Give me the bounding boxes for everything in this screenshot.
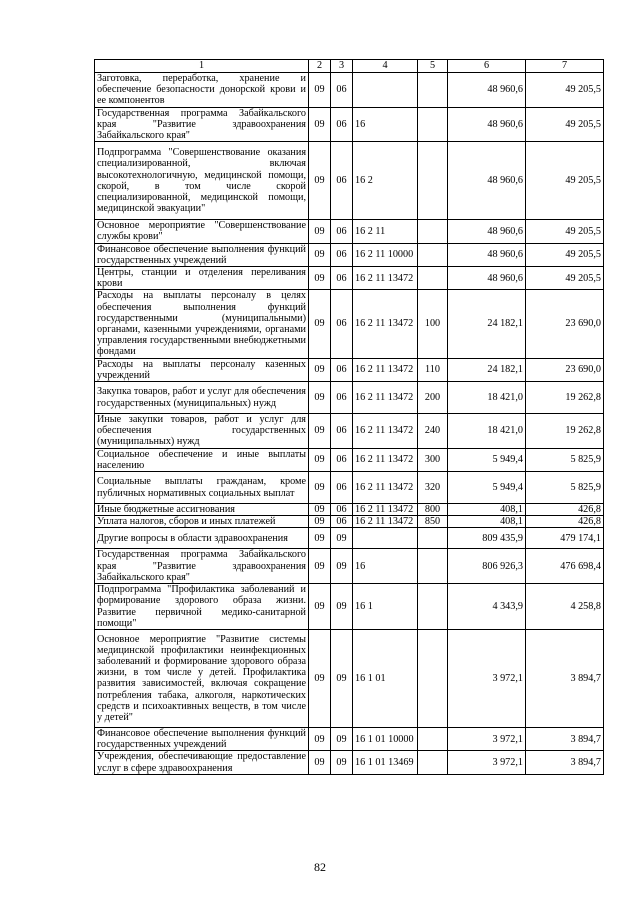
row-target-article-cell: 16 <box>353 107 418 142</box>
col-header-section: 2 <box>309 60 331 73</box>
row-amount-year1-cell: 48 960,6 <box>448 107 526 142</box>
row-name-cell: Расходы на выплаты персоналу в целях обеспечения выполнения функций государственными (муниципальными) органами, казенными учреждениями, органами управления государственными внебюджетными фондами <box>95 290 309 358</box>
row-target-article-cell: 16 2 11 13472 <box>353 448 418 471</box>
row-amount-year1-cell: 806 926,3 <box>448 549 526 584</box>
row-amount-year2-cell: 5 825,9 <box>526 472 604 504</box>
row-expense-type-cell: 110 <box>418 358 448 381</box>
table-row <box>95 290 604 358</box>
row-amount-year2-cell: 49 205,5 <box>526 107 604 142</box>
row-amount-year1-cell: 18 421,0 <box>448 414 526 449</box>
row-amount-year2-cell: 49 205,5 <box>526 220 604 243</box>
row-section-cell: 09 <box>309 528 331 549</box>
row-section-cell: 09 <box>309 107 331 142</box>
row-subsection-cell: 06 <box>331 220 353 243</box>
row-amount-year1-cell: 809 435,9 <box>448 528 526 549</box>
table-body <box>95 73 604 775</box>
row-target-article-cell: 16 1 01 10000 <box>353 727 418 750</box>
col-header-amount-year1: 6 <box>448 60 526 73</box>
row-subsection-cell: 09 <box>331 584 353 630</box>
row-name-cell: Центры, станции и отделения переливания крови <box>95 267 309 290</box>
row-target-article-cell: 16 2 11 13472 <box>353 358 418 381</box>
row-section-cell: 09 <box>309 629 331 727</box>
row-name-cell: Подпрограмма "Совершенствование оказания специализированной, включая высокотехнологичную, медицинской помощи, скорой, в том числе скорой специализированной, медицинской помощи, медицинской эвакуации" <box>95 142 309 220</box>
row-amount-year1-cell: 3 972,1 <box>448 727 526 750</box>
row-amount-year1-cell: 408,1 <box>448 516 526 528</box>
row-amount-year2-cell: 49 205,5 <box>526 73 604 108</box>
row-expense-type-cell: 240 <box>418 414 448 449</box>
table-row <box>95 220 604 243</box>
row-section-cell: 09 <box>309 727 331 750</box>
row-target-article-cell: 16 2 11 <box>353 220 418 243</box>
row-amount-year1-cell: 24 182,1 <box>448 290 526 358</box>
row-amount-year2-cell: 49 205,5 <box>526 243 604 266</box>
row-amount-year1-cell: 4 343,9 <box>448 584 526 630</box>
row-section-cell: 09 <box>309 549 331 584</box>
row-name-cell: Уплата налогов, сборов и иных платежей <box>95 516 309 528</box>
row-target-article-cell: 16 2 11 13472 <box>353 472 418 504</box>
row-section-cell: 09 <box>309 73 331 108</box>
row-name-cell: Финансовое обеспечение выполнения функций государственных учреждений <box>95 243 309 266</box>
row-section-cell: 09 <box>309 142 331 220</box>
row-expense-type-cell <box>418 584 448 630</box>
row-expense-type-cell <box>418 73 448 108</box>
row-section-cell: 09 <box>309 584 331 630</box>
col-header-amount-year2: 7 <box>526 60 604 73</box>
row-name-cell: Учреждения, обеспечивающие предоставление услуг в сфере здравоохранения <box>95 751 309 774</box>
row-subsection-cell: 06 <box>331 73 353 108</box>
row-amount-year1-cell: 408,1 <box>448 504 526 516</box>
row-amount-year2-cell: 19 262,8 <box>526 382 604 414</box>
row-section-cell: 09 <box>309 243 331 266</box>
row-name-cell: Заготовка, переработка, хранение и обеспечение безопасности донорской крови и ее компонентов <box>95 73 309 108</box>
row-section-cell: 09 <box>309 516 331 528</box>
row-expense-type-cell <box>418 267 448 290</box>
row-expense-type-cell <box>418 220 448 243</box>
table-row <box>95 516 604 528</box>
row-amount-year1-cell: 5 949,4 <box>448 448 526 471</box>
row-name-cell: Основное мероприятие "Развитие системы медицинской профилактики неинфекционных заболеваний и формирование здорового образа жизни, в том числе у детей. Профилактика развития зависимостей, включая сокращение потребления табака, алкоголя, наркотических средств и психоактивных веществ, в том числе у детей" <box>95 629 309 727</box>
row-subsection-cell: 06 <box>331 472 353 504</box>
row-target-article-cell: 16 2 11 13472 <box>353 414 418 449</box>
row-subsection-cell: 06 <box>331 504 353 516</box>
row-expense-type-cell: 300 <box>418 448 448 471</box>
row-amount-year1-cell: 18 421,0 <box>448 382 526 414</box>
table-row <box>95 243 604 266</box>
row-target-article-cell: 16 2 11 13472 <box>353 382 418 414</box>
row-name-cell: Социальное обеспечение и иные выплаты населению <box>95 448 309 471</box>
row-expense-type-cell: 320 <box>418 472 448 504</box>
row-name-cell: Закупка товаров, работ и услуг для обеспечения государственных (муниципальных) нужд <box>95 382 309 414</box>
row-target-article-cell: 16 1 01 <box>353 629 418 727</box>
row-subsection-cell: 09 <box>331 751 353 774</box>
row-amount-year2-cell: 23 690,0 <box>526 290 604 358</box>
row-amount-year2-cell: 23 690,0 <box>526 358 604 381</box>
row-expense-type-cell: 200 <box>418 382 448 414</box>
row-expense-type-cell: 800 <box>418 504 448 516</box>
page-number: 82 <box>314 860 326 874</box>
row-amount-year1-cell: 48 960,6 <box>448 243 526 266</box>
table-row <box>95 382 604 414</box>
table-row <box>95 584 604 630</box>
row-target-article-cell: 16 2 11 13472 <box>353 290 418 358</box>
row-amount-year2-cell: 3 894,7 <box>526 751 604 774</box>
row-amount-year1-cell: 48 960,6 <box>448 220 526 243</box>
row-amount-year1-cell: 3 972,1 <box>448 751 526 774</box>
row-expense-type-cell <box>418 727 448 750</box>
row-expense-type-cell <box>418 629 448 727</box>
row-section-cell: 09 <box>309 414 331 449</box>
row-amount-year2-cell: 4 258,8 <box>526 584 604 630</box>
table-row <box>95 528 604 549</box>
header-row <box>95 60 604 73</box>
col-header-target-article: 4 <box>353 60 418 73</box>
row-target-article-cell <box>353 73 418 108</box>
table-row <box>95 267 604 290</box>
row-section-cell: 09 <box>309 220 331 243</box>
row-subsection-cell: 06 <box>331 382 353 414</box>
table-row <box>95 448 604 471</box>
table-row <box>95 629 604 727</box>
row-name-cell: Социальные выплаты гражданам, кроме публичных нормативных социальных выплат <box>95 472 309 504</box>
row-subsection-cell: 09 <box>331 727 353 750</box>
row-amount-year2-cell: 49 205,5 <box>526 267 604 290</box>
row-name-cell: Государственная программа Забайкальского края "Развитие здравоохранения Забайкальского края" <box>95 107 309 142</box>
row-target-article-cell: 16 2 11 13472 <box>353 267 418 290</box>
row-subsection-cell: 06 <box>331 516 353 528</box>
row-name-cell: Другие вопросы в области здравоохранения <box>95 528 309 549</box>
row-amount-year1-cell: 48 960,6 <box>448 142 526 220</box>
row-name-cell: Расходы на выплаты персоналу казенных учреждений <box>95 358 309 381</box>
row-amount-year1-cell: 3 972,1 <box>448 629 526 727</box>
row-section-cell: 09 <box>309 448 331 471</box>
row-amount-year2-cell: 426,8 <box>526 504 604 516</box>
row-expense-type-cell <box>418 107 448 142</box>
col-header-subsection: 3 <box>331 60 353 73</box>
row-expense-type-cell <box>418 243 448 266</box>
row-expense-type-cell <box>418 142 448 220</box>
row-amount-year2-cell: 5 825,9 <box>526 448 604 471</box>
table-row <box>95 549 604 584</box>
row-name-cell: Финансовое обеспечение выполнения функций государственных учреждений <box>95 727 309 750</box>
row-amount-year1-cell: 48 960,6 <box>448 73 526 108</box>
row-target-article-cell: 16 <box>353 549 418 584</box>
row-target-article-cell <box>353 528 418 549</box>
table-row <box>95 107 604 142</box>
row-subsection-cell: 06 <box>331 290 353 358</box>
row-amount-year2-cell: 476 698,4 <box>526 549 604 584</box>
row-subsection-cell: 06 <box>331 267 353 290</box>
row-section-cell: 09 <box>309 267 331 290</box>
row-subsection-cell: 06 <box>331 448 353 471</box>
budget-table <box>94 59 604 775</box>
row-amount-year2-cell: 479 174,1 <box>526 528 604 549</box>
table-row <box>95 504 604 516</box>
row-name-cell: Иные бюджетные ассигнования <box>95 504 309 516</box>
row-subsection-cell: 09 <box>331 629 353 727</box>
row-subsection-cell: 06 <box>331 107 353 142</box>
row-target-article-cell: 16 2 <box>353 142 418 220</box>
row-name-cell: Государственная программа Забайкальского края "Развитие здравоохранения Забайкальского края" <box>95 549 309 584</box>
table-row <box>95 727 604 750</box>
row-section-cell: 09 <box>309 290 331 358</box>
row-section-cell: 09 <box>309 751 331 774</box>
table-row <box>95 358 604 381</box>
row-amount-year1-cell: 5 949,4 <box>448 472 526 504</box>
row-expense-type-cell: 850 <box>418 516 448 528</box>
row-expense-type-cell <box>418 549 448 584</box>
row-expense-type-cell: 100 <box>418 290 448 358</box>
row-name-cell: Основное мероприятие "Совершенствование службы крови" <box>95 220 309 243</box>
row-amount-year1-cell: 24 182,1 <box>448 358 526 381</box>
table-row <box>95 751 604 774</box>
row-expense-type-cell <box>418 528 448 549</box>
table-row <box>95 73 604 108</box>
row-target-article-cell: 16 1 01 13469 <box>353 751 418 774</box>
row-subsection-cell: 06 <box>331 142 353 220</box>
table-row <box>95 472 604 504</box>
row-section-cell: 09 <box>309 504 331 516</box>
row-target-article-cell: 16 1 <box>353 584 418 630</box>
row-section-cell: 09 <box>309 472 331 504</box>
row-target-article-cell: 16 2 11 10000 <box>353 243 418 266</box>
row-amount-year2-cell: 3 894,7 <box>526 629 604 727</box>
row-target-article-cell: 16 2 11 13472 <box>353 516 418 528</box>
row-amount-year2-cell: 19 262,8 <box>526 414 604 449</box>
col-header-name: 1 <box>95 60 309 73</box>
row-subsection-cell: 06 <box>331 414 353 449</box>
row-name-cell: Подпрограмма "Профилактика заболеваний и формирование здорового образа жизни. Развитие первичной медико-санитарной помощи" <box>95 584 309 630</box>
row-amount-year2-cell: 3 894,7 <box>526 727 604 750</box>
col-header-expense-type: 5 <box>418 60 448 73</box>
row-subsection-cell: 09 <box>331 528 353 549</box>
table-row <box>95 142 604 220</box>
row-section-cell: 09 <box>309 358 331 381</box>
row-expense-type-cell <box>418 751 448 774</box>
row-target-article-cell: 16 2 11 13472 <box>353 504 418 516</box>
row-amount-year2-cell: 49 205,5 <box>526 142 604 220</box>
row-name-cell: Иные закупки товаров, работ и услуг для обеспечения государственных (муниципальных) нужд <box>95 414 309 449</box>
row-subsection-cell: 09 <box>331 549 353 584</box>
row-subsection-cell: 06 <box>331 358 353 381</box>
row-amount-year2-cell: 426,8 <box>526 516 604 528</box>
row-subsection-cell: 06 <box>331 243 353 266</box>
row-section-cell: 09 <box>309 382 331 414</box>
row-amount-year1-cell: 48 960,6 <box>448 267 526 290</box>
table-row <box>95 414 604 449</box>
